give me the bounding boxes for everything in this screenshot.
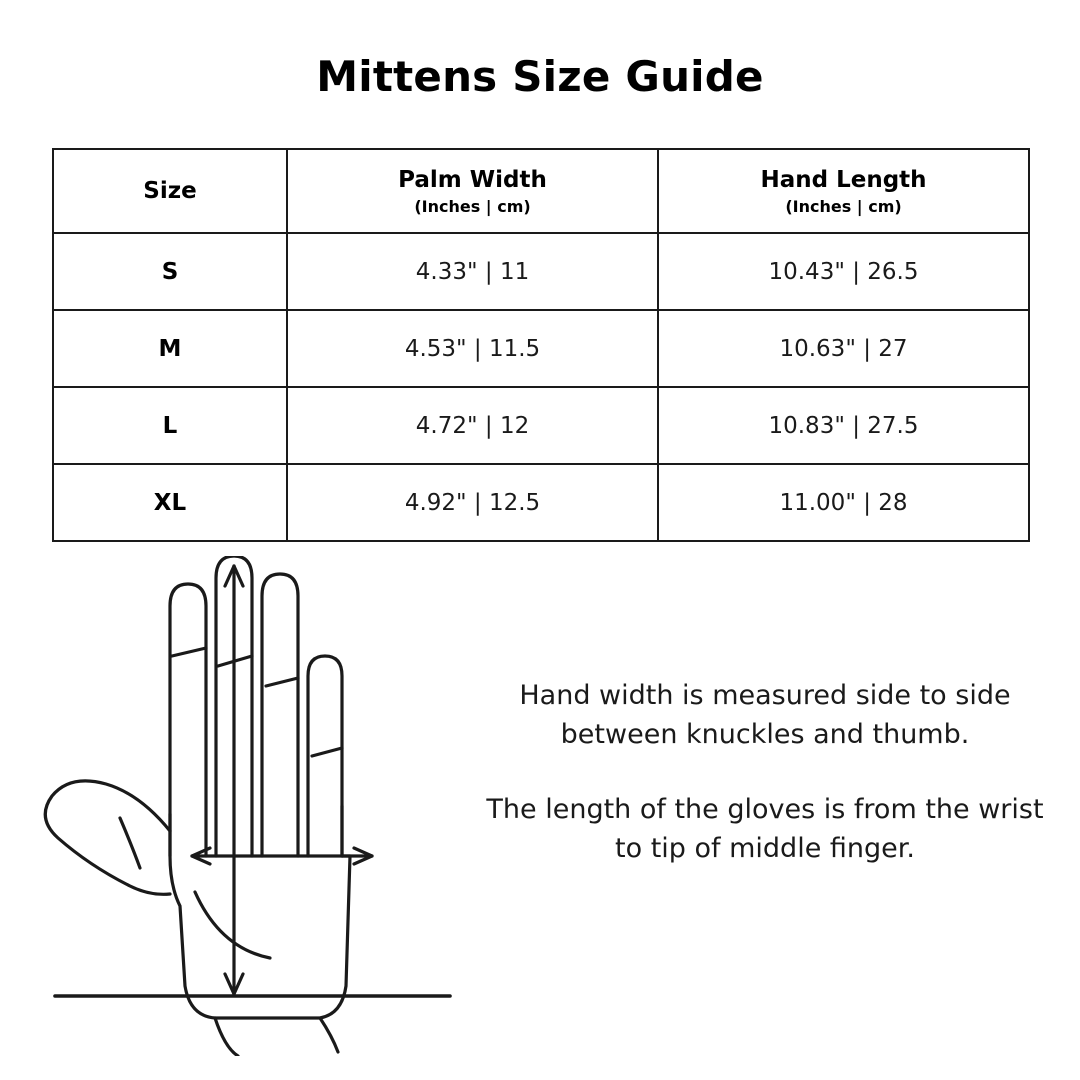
size-table [52, 148, 1030, 542]
cell-hand-length: 10.83" | 27.5 [658, 387, 1029, 464]
cell-hand-length: 11.00" | 28 [658, 464, 1029, 541]
cell-hand-length: 10.43" | 26.5 [658, 233, 1029, 310]
column-header-palm-width-label: Palm Width [398, 166, 547, 193]
table-body [53, 233, 1029, 541]
table-row [53, 387, 1029, 464]
cell-size: M [53, 310, 287, 387]
lower-section [0, 556, 1080, 1080]
column-header-size [53, 149, 287, 233]
note-glove-length: The length of the gloves is from the wrist to tip of middle finger. [486, 794, 1044, 865]
hand-illustration-svg [20, 556, 480, 1056]
column-header-palm-width [287, 149, 658, 233]
cell-size: L [53, 387, 287, 464]
column-header-hand-length-label: Hand Length [760, 166, 927, 193]
note-hand-width: Hand width is measured side to side between knuckles and thumb. [519, 680, 1011, 751]
cell-hand-length: 10.63" | 27 [658, 310, 1029, 387]
table-row [53, 310, 1029, 387]
page-title: Mittens Size Guide [316, 52, 764, 101]
column-header-palm-width-units: (Inches | cm) [414, 197, 531, 217]
cell-palm-width: 4.72" | 12 [287, 387, 658, 464]
cell-size: S [53, 233, 287, 310]
cell-size: XL [53, 464, 287, 541]
table-row [53, 233, 1029, 310]
column-header-size-label: Size [143, 178, 197, 204]
column-header-hand-length [658, 149, 1029, 233]
cell-palm-width: 4.92" | 12.5 [287, 464, 658, 541]
table-header-row [53, 149, 1029, 233]
table-header [53, 149, 1029, 233]
table-row [53, 464, 1029, 541]
cell-palm-width: 4.53" | 11.5 [287, 310, 658, 387]
size-table-container [52, 148, 1028, 542]
cell-palm-width: 4.33" | 11 [287, 233, 658, 310]
column-header-hand-length-units: (Inches | cm) [785, 197, 902, 217]
notes-container [470, 676, 1060, 869]
hand-measurement-diagram [20, 556, 480, 1056]
